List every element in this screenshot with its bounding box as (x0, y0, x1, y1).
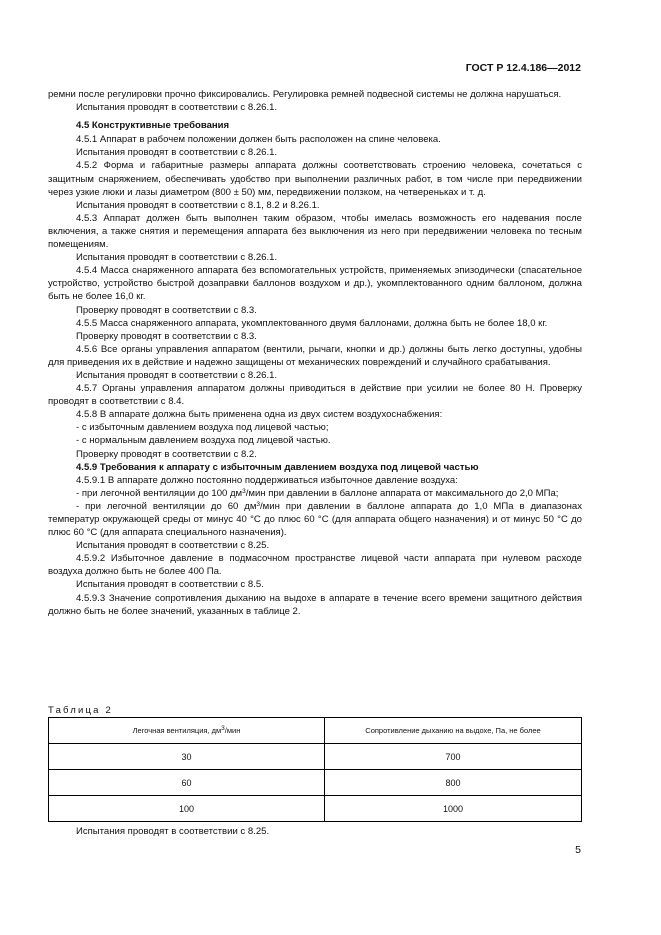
paragraph: Проверку проводят в соответствии с 8.2. (76, 448, 257, 460)
paragraph: Испытания проводят в соответствии с 8.26.1. (76, 252, 278, 264)
table-header-row (49, 718, 582, 744)
page-number: 5 (575, 844, 581, 856)
cell-resistance: 1000 (325, 796, 582, 822)
paragraph: Испытания проводят в соответствии с 8.25. (76, 540, 270, 552)
column-header-ventilation: Легочная вентиляция, $дм^3$/мин (49, 718, 325, 744)
table-row (49, 770, 582, 796)
after-table-note: Испытания проводят в соответствии с 8.25. (76, 826, 270, 837)
subsection-heading: 4.5.9 Требования к аппарату с избыточным давлением воздуха под лицевой частью (76, 461, 479, 473)
paragraph: 4.5.7 Органы управления аппаратом должны приводиться в действие при усилии не более 80 Н. Проверку проводят в соответствии с 8.4. (48, 383, 582, 408)
cell-ventilation: 60 (49, 770, 325, 796)
cell-resistance: 700 (325, 744, 582, 770)
paragraph: 4.5.9.2 Избыточное давление в подмасочном пространстве лицевой части аппарата при нулевом расходе воздуха должно быть не более 400 Па. (48, 553, 582, 578)
section-heading: 4.5 Конструктивные требования (76, 120, 230, 132)
paragraph: Испытания проводят в соответствии с 8.1, 8.2 и 8.26.1. (76, 199, 320, 211)
body-text (48, 88, 582, 618)
paragraph: Испытания проводят в соответствии с 8.26.1. (76, 369, 278, 381)
paragraph: 4.5.9.3 Значение сопротивления дыханию на выдохе в аппарате в течение всего времени защитного действия должно быть не более значений, указанных в таблице 2. (48, 592, 582, 617)
paragraph: 4.5.6 Все органы управления аппаратом (вентили, рычаги, кнопки и др.) должны быть легко доступны, удобны для приведения их в действие и надежно защищены от механических повреждений и случайного срабатывания. (48, 343, 582, 368)
paragraph: ремни после регулировки прочно фиксировались. Регулировка ремней подвесной системы не должна нарушаться. (48, 89, 562, 100)
paragraph: - при легочной вентиляции до 60 $дм^3$/мин при давлении в баллоне аппарата до 1,0 МПа в диапазонах температур окружающей среды от минус 40 °С до плюс 60 °С (для аппарата общего назначения) и от минус 50 °С до плюс 60 °С (для аппарата специального назначения). (48, 500, 582, 539)
cell-ventilation: 100 (49, 796, 325, 822)
column-header-resistance: Сопротивление дыханию на выдохе, Па, не более (325, 718, 582, 744)
cell-ventilation: 30 (49, 744, 325, 770)
paragraph: 4.5.5 Масса снаряженного аппарата, укомплектованного двумя баллонами, должна быть не более 18,0 кг. (76, 317, 548, 329)
paragraph: - при легочной вентиляции до 100 $дм^3$/мин при давлении в баллоне аппарата от максимального до 2,0 МПа; (76, 487, 559, 499)
paragraph: - с нормальным давлением воздуха под лицевой частью. (76, 435, 331, 447)
paragraph: 4.5.8 В аппарате должна быть применена одна из двух систем воздухоснабжения: (76, 409, 443, 421)
paragraph: 4.5.3 Аппарат должен быть выполнен таким образом, чтобы имелась возможность его надевания после включения, а также снятия и перемещения аппарата без выключения из него при передвижении человека по тесным помещениям. (48, 212, 582, 251)
table-caption: Таблица 2 (48, 705, 113, 716)
paragraph: 4.5.4 Масса снаряженного аппарата без вспомогательных устройств, применяемых эпизодически (спасательное устройство, устройство быстрой дозаправки баллонов воздухом и др.), укомплектованного одним баллоном, должна быть не более 16,0 кг. (48, 265, 582, 303)
table-2 (48, 717, 582, 822)
table-row (49, 796, 582, 822)
cell-resistance: 800 (325, 770, 582, 796)
paragraph: 4.5.2 Форма и габаритные размеры аппарата должны соответствовать строению человека, сочетаться с защитным снаряжением, обеспечивать удобство при выполнении различных работ, в том числе при передвижении через узкие люки и лазы диаметром (800 ± 50) мм, передвижении ползком, на четвереньках и т. д. (48, 160, 582, 198)
paragraph: Испытания проводят в соответствии с 8.5. (76, 579, 264, 591)
paragraph: 4.5.1 Аппарат в рабочем положении должен быть расположен на спине человека. (76, 134, 441, 146)
document-id-header: ГОСТ Р 12.4.186—2012 (465, 62, 581, 74)
table-row (49, 744, 582, 770)
paragraph: Проверку проводят в соответствии с 8.3. (76, 330, 257, 342)
paragraph: 4.5.9.1 В аппарате должно постоянно поддерживаться избыточное давление воздуха: (76, 474, 458, 486)
paragraph: Проверку проводят в соответствии с 8.3. (76, 304, 257, 316)
paragraph: Испытания проводят в соответствии с 8.26.1. (76, 102, 278, 114)
paragraph: - с избыточным давлением воздуха под лицевой частью; (76, 422, 329, 434)
paragraph: Испытания проводят в соответствии с 8.26.1. (76, 147, 278, 159)
